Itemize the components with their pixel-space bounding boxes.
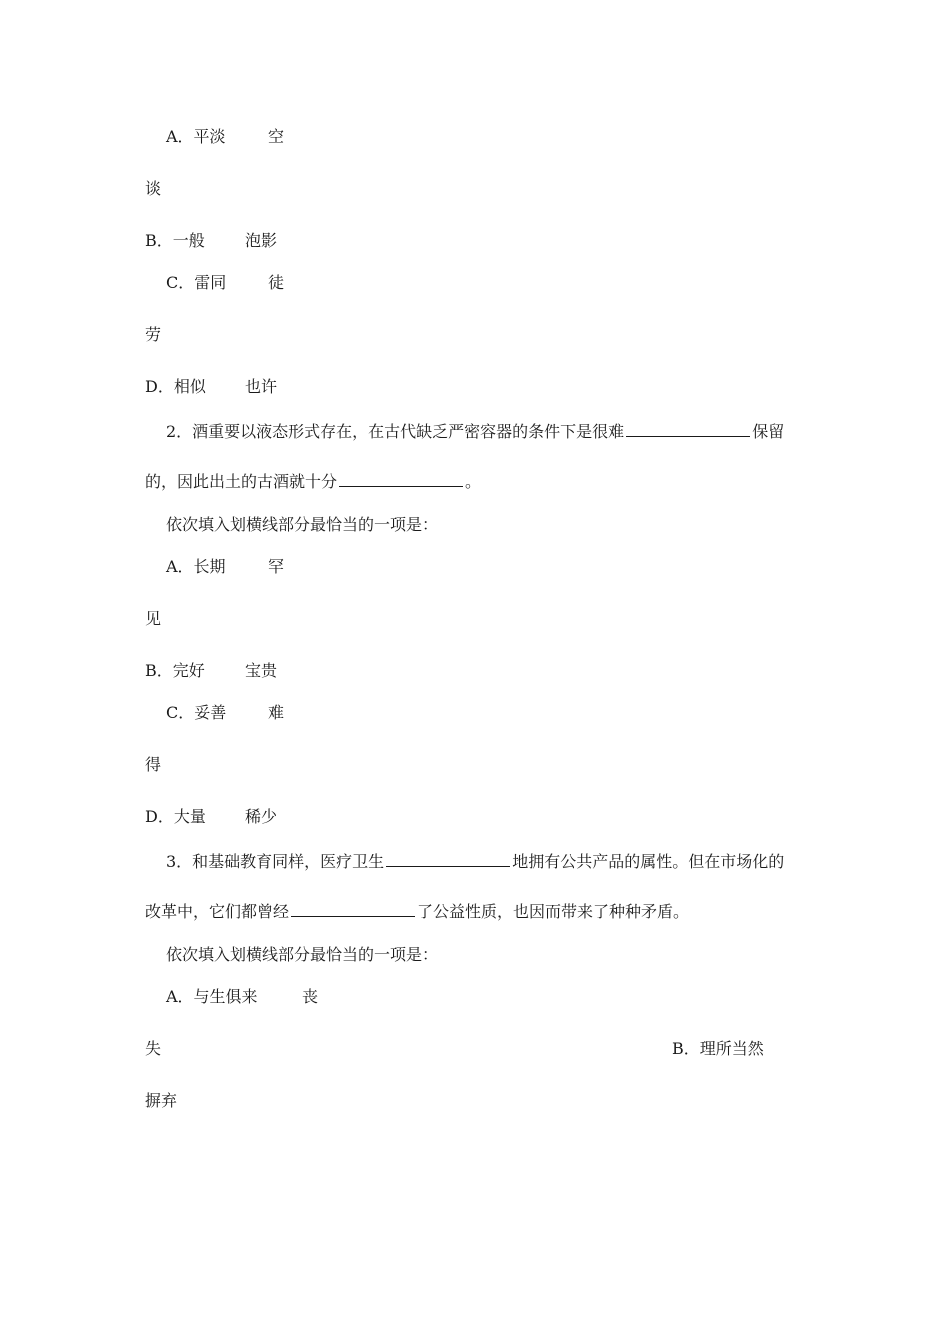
q1-option-a-word2: 空 xyxy=(268,127,285,146)
q1-option-d xyxy=(145,376,206,398)
q1-option-c-word2: 徒 xyxy=(268,273,285,292)
q2-option-d-word1: D．大量 xyxy=(145,807,206,826)
q2-option-d-word2: 稀少 xyxy=(245,807,278,826)
q3-option-a-word1: A．与生俱来 xyxy=(166,987,258,1006)
q3-option-b-word1: B．理所当然 xyxy=(672,1039,764,1058)
q1-option-c-word3: 劳 xyxy=(145,325,162,344)
q2-stem-line2 xyxy=(145,470,481,493)
q3-instruction: 依次填入划横线部分最恰当的一项是： xyxy=(166,945,439,964)
q1-option-b-word1: B．一般 xyxy=(145,231,205,250)
q1-option-d-word2: 也许 xyxy=(245,377,278,396)
q1-option-b xyxy=(145,230,205,252)
q2-option-a-word2: 罕 xyxy=(268,557,285,576)
q1-option-c xyxy=(166,272,226,294)
q2-stem-part2: 保留 xyxy=(752,422,785,441)
q3-stem-part3: 改革中，它们都曾经 xyxy=(145,902,290,921)
q3-stem-part2: 地拥有公共产品的属性。但在市场化的 xyxy=(512,852,785,871)
q2-blank-1 xyxy=(626,420,750,437)
q2-option-a-word3: 见 xyxy=(145,609,162,628)
q3-option-a-word2: 丧 xyxy=(302,987,319,1006)
q2-option-b-word2: 宝贵 xyxy=(245,661,278,680)
q1-option-a xyxy=(166,126,226,148)
q1-option-a-word1: A．平淡 xyxy=(166,127,226,146)
q3-option-b-word2: 摒弃 xyxy=(145,1091,178,1110)
q1-option-a-word3: 谈 xyxy=(145,179,162,198)
q2-stem-line1 xyxy=(166,420,784,443)
q2-option-c-word3: 得 xyxy=(145,755,162,774)
q3-stem-line2 xyxy=(145,900,689,923)
q3-option-a-word3: 失 xyxy=(145,1039,162,1058)
q3-stem-part1: 3．和基础教育同样，医疗卫生 xyxy=(166,852,385,871)
q2-stem-part4: 。 xyxy=(465,472,482,491)
q2-option-c-word2: 难 xyxy=(268,703,285,722)
q3-stem-part4: 了公益性质，也因而带来了种种矛盾。 xyxy=(417,902,690,921)
q1-option-b-word2: 泡影 xyxy=(245,231,278,250)
q2-blank-2 xyxy=(339,470,463,487)
q2-instruction: 依次填入划横线部分最恰当的一项是： xyxy=(166,515,439,534)
q2-stem-part1: 2．酒重要以液态形式存在，在古代缺乏严密容器的条件下是很难 xyxy=(166,422,625,441)
q2-stem-part3: 的，因此出土的古酒就十分 xyxy=(145,472,338,491)
q3-blank-2 xyxy=(291,900,415,917)
q2-option-c-word1: C．妥善 xyxy=(166,703,227,722)
q1-option-d-word1: D．相似 xyxy=(145,377,206,396)
q3-stem-line1 xyxy=(166,850,784,873)
q2-option-a-word1: A．长期 xyxy=(166,557,226,576)
q1-option-c-word1: C．雷同 xyxy=(166,273,227,292)
q2-option-b-word1: B．完好 xyxy=(145,661,205,680)
q3-blank-1 xyxy=(386,850,510,867)
